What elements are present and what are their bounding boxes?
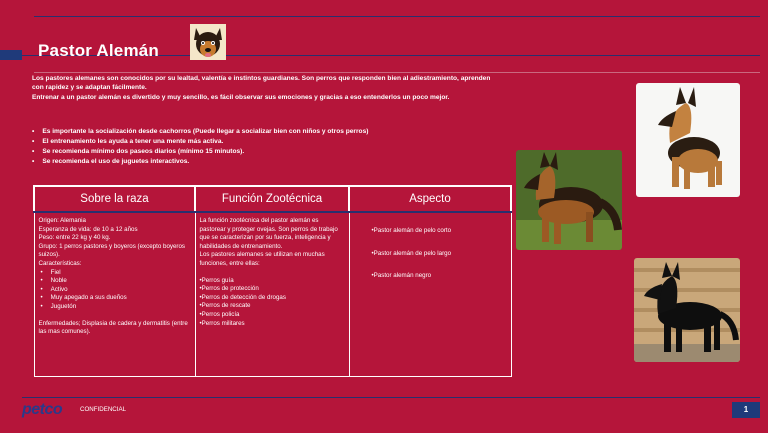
intro-text [32,74,502,102]
funcion-paragraph: La función zootécnica del pastor alemán es pastorear y proteger ovejas. Son perros de trabajo que se caracterizan por su fuerza, inteligencia y habilidades de entrenamiento. [199,217,338,250]
funcion-item: •Perros policía [199,310,240,318]
funcion-item: •Perros de protección [199,285,259,293]
confidential-label: CONFIDENCIAL [80,406,127,413]
photo-long-hair-dog [516,150,622,250]
tip-item: • Es importante la socialización desde cachorros (Puede llegar a socializar bien con niños y otros perros) [32,127,502,137]
raza-line: Origen: Alemania [38,217,86,224]
dog-face-icon [190,24,226,60]
breed-table [33,185,512,377]
raza-cell [34,212,195,377]
header-sobre-la-raza: Sobre la raza [34,186,195,212]
aspecto-item: •Pastor alemán de pelo corto [371,227,452,234]
caracteristica-item: • Activo [39,286,191,295]
funcion-cell [195,212,349,377]
header-aspecto: Aspecto [349,186,511,212]
header-funcion-zootecnica: Función Zootécnica [195,186,349,212]
funcion-item: •Perros de detección de drogas [199,293,286,301]
tip-item: • Se recomienda el uso de juguetes interactivos. [32,157,502,167]
caracteristica-item: • Noble [39,277,191,286]
tip-item: • Se recomienda mínimo dos paseos diarios (mínimo 15 minutos). [32,147,502,157]
intro-paragraph: Entrenar a un pastor alemán es divertido y muy sencillo, es fácil observar sus emociones y gracias a eso entenderlos un poco mejor. [32,93,450,101]
caracteristica-item: • Fiel [39,269,191,278]
enfermedades-text: Enfermedades; Displasia de cadera y dermatitis (entre las mas comunes). [38,319,188,336]
funcion-paragraph: Los pastores alemanes se utilizan en muchas funciones, entre ellas: [199,251,325,267]
tip-item: • El entrenamiento les ayuda a tener una mente más activa. [32,137,502,147]
funcion-item: •Perros guía [199,276,234,284]
petco-logo: petco [22,401,63,418]
page-number: 1 [732,402,760,418]
raza-line: Grupo: 1 perros pastores y boyeros (excepto boyeros suizos). [38,242,186,259]
raza-line: Peso: entre 22 kg y 40 kg. [38,234,111,242]
tips-list [32,127,502,167]
divider [34,72,760,73]
funcion-item: •Perros militares [199,319,245,327]
slide-title: Pastor Alemán [38,41,160,60]
photo-black-dog [634,258,740,362]
top-rule [34,16,760,17]
raza-line: Características: [38,259,82,267]
intro-paragraph: Los pastores alemanes son conocidos por su lealtad, valentía e instintos guardianes. Son perros que responden bien al adiestramiento, aprenden con rapidez y se adaptan fácilmente. [32,75,491,92]
caracteristicas-list [39,269,191,312]
photo-short-hair-dog [636,83,740,197]
accent-tab [0,50,22,60]
caracteristica-item: • Juguetón [39,303,191,312]
raza-line: Esperanza de vida: de 10 a 12 años [38,225,138,233]
aspecto-item: •Pastor alemán negro [371,272,432,280]
aspecto-item: •Pastor alemán de pelo largo [371,249,452,257]
funcion-item: •Perros de rescate [199,302,251,310]
caracteristica-item: • Muy apegado a sus dueños [39,294,191,303]
aspecto-cell [349,212,511,377]
footer-rule [22,397,760,398]
